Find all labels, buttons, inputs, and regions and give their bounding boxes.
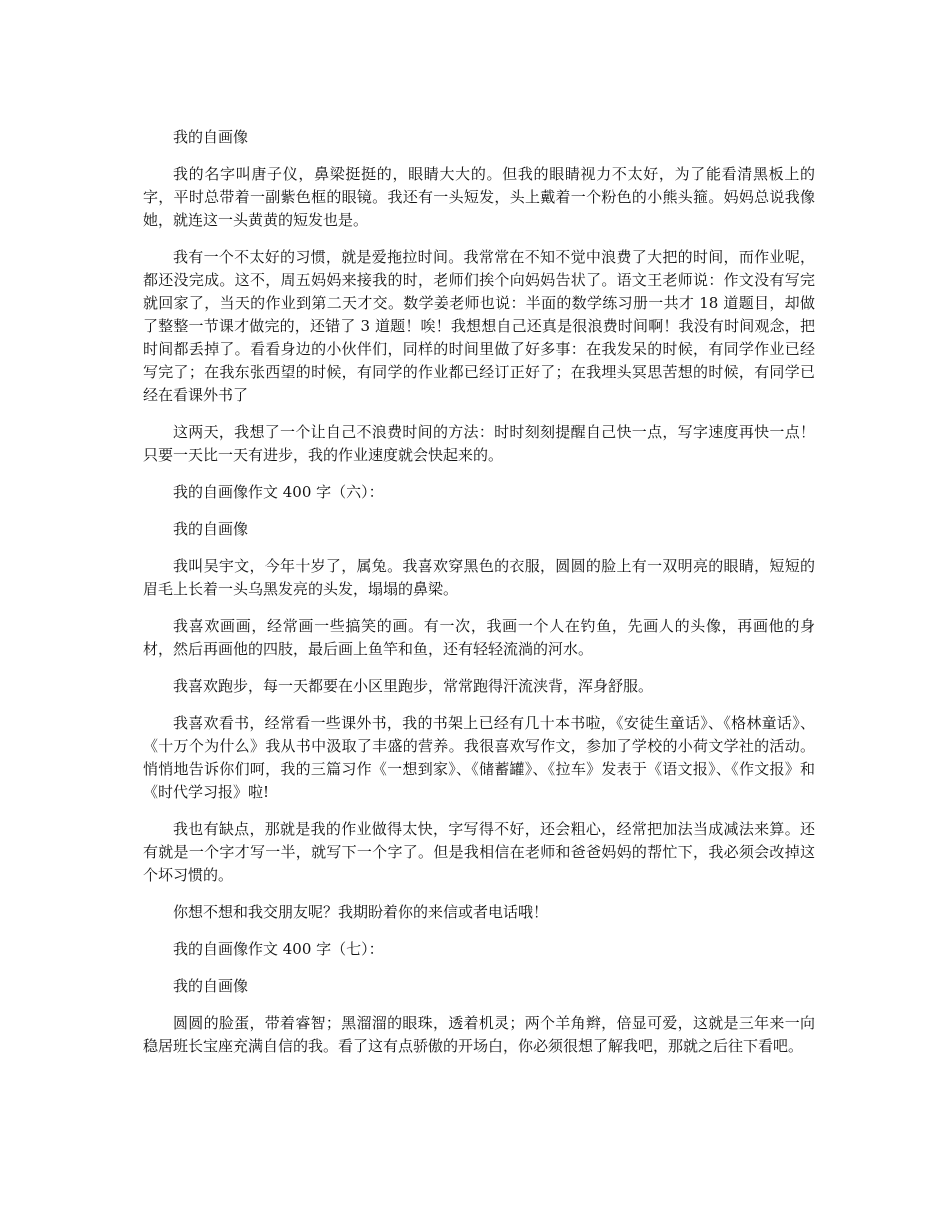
paragraph: 我喜欢跑步，每一天都要在小区里跑步，常常跑得汗流浃背，浑身舒服。: [173, 677, 654, 695]
paragraph: 我有一个不太好的习惯，就是爱拖拉时间。我常常在不知不觉中浪费了大把的时间，而作业呢，都还没完成。这不，周五妈妈来接我的时，老师们挨个向妈妈告状了。语文王老师说：作文没有写完就回家了，当天的作业到第二天才交。数学姜老师也说：半面的数学练习册一共才 18 道题目，却做了整整一节课才做完的，还错了 3 道题！唉！我想想自己还真是很浪费时间啊！我没有时间观念，把时间都丢掉了。看看身边的小伙伴们，同样的时间里做了好多事：在我发呆的时候，有同学作业已经写完了；在我东张西望的时候，有同学的作业都已经订正好了；在我埋头冥思苦想的时候，有同学已经在看课外书了: [143, 248, 815, 404]
paragraph: 你想不想和我交朋友呢？我期盼着你的来信或者电话哦！: [173, 903, 549, 921]
essay-title: 我的自画像: [173, 128, 249, 146]
section-heading: 我的自画像作文 400 字（六）：: [173, 483, 384, 501]
document-page: [143, 126, 815, 1072]
paragraph: 圆圆的脸蛋，带着睿智；黑溜溜的眼珠，透着机灵；两个羊角辫，倍显可爱，这就是三年来一向稳居班长宝座充满自信的我。看了这有点骄傲的开场白，你必须很想了解我吧，那就之后往下看吧。: [143, 1014, 815, 1055]
paragraph: 我的名字叫唐子仪，鼻梁挺挺的，眼睛大大的。但我的眼睛视力不太好，为了能看清黑板上的字，平时总带着一副紫色框的眼镜。我还有一头短发，头上戴着一个粉色的小熊头箍。妈妈总说我像她，就连这一头黄黄的短发也是。: [143, 165, 815, 229]
essay-title: 我的自画像: [173, 520, 249, 538]
paragraph: 我叫吴宇文，今年十岁了，属兔。我喜欢穿黑色的衣服，圆圆的脸上有一双明亮的眼睛，短短的眉毛上长着一头乌黑发亮的头发，塌塌的鼻梁。: [143, 557, 815, 598]
essay-title: 我的自画像: [173, 977, 249, 995]
paragraph: 我喜欢看书，经常看一些课外书，我的书架上已经有几十本书啦，《安徒生童话》、《格林童话》、《十万个为什么》我从书中汲取了丰盛的营养。我很喜欢写作文，参加了学校的小荷文学社的活动。悄悄地告诉你们呵，我的三篇习作《一想到家》、《储蓄罐》、《拉车》发表于《语文报》、《作文报》和《时代学习报》啦!: [143, 714, 815, 801]
paragraph: 我也有缺点，那就是我的作业做得太快，字写得不好，还会粗心，经常把加法当成减法来算。还有就是一个字才写一半，就写下一个字了。但是我相信在老师和爸爸妈妈的帮忙下，我必须会改掉这个坏习惯的。: [143, 820, 815, 884]
paragraph: 这两天，我想了一个让自己不浪费时间的方法：时时刻刻提醒自己快一点，写字速度再快一点！只要一天比一天有进步，我的作业速度就会快起来的。: [143, 423, 815, 464]
section-heading: 我的自画像作文 400 字（七）：: [173, 940, 384, 958]
paragraph: 我喜欢画画，经常画一些搞笑的画。有一次，我画一个人在钓鱼，先画人的头像，再画他的身材，然后再画他的四肢，最后画上鱼竿和鱼，还有轻轻流淌的河水。: [143, 617, 815, 658]
